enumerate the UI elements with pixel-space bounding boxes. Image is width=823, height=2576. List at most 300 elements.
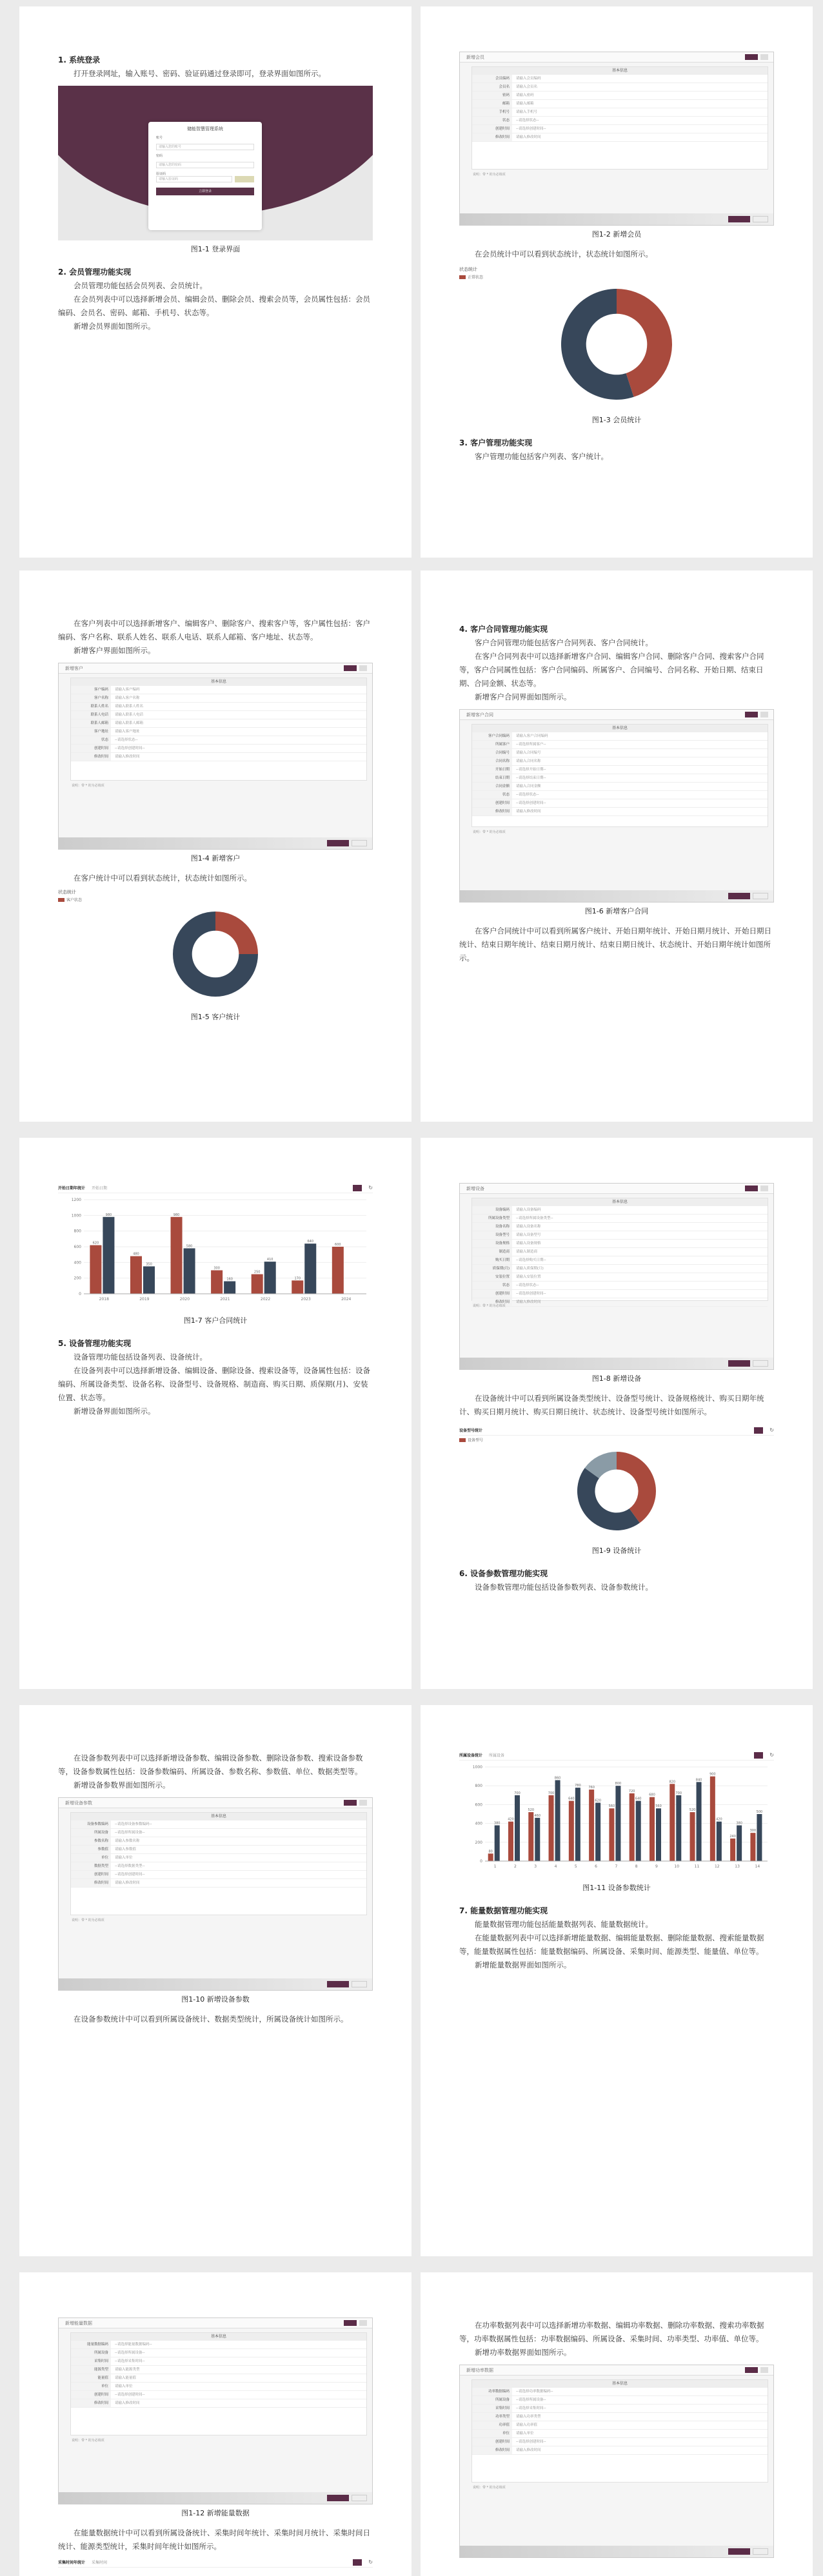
field-label: 创建时间 (472, 799, 512, 807)
bar (630, 1793, 635, 1861)
bar (737, 1826, 742, 1861)
field-label: 密码 (472, 92, 512, 99)
bar-value-label: 780 (575, 1784, 581, 1788)
field-input[interactable]: --请选择创建时间-- (115, 1873, 145, 1877)
y-tick-label: 200 (475, 1840, 482, 1845)
code-label: 验证码 (156, 172, 166, 176)
paragraph: 新增客户合同界面如图所示。 (475, 692, 571, 701)
field-input[interactable]: 请输入联系人姓名 (115, 705, 144, 708)
field-label: 功率数据编码 (472, 2388, 512, 2395)
legend-swatch (459, 275, 466, 279)
field-label: 客户编码 (71, 686, 111, 694)
form-row (472, 1273, 768, 1282)
form-row (472, 100, 768, 108)
section-heading: 4. 客户合同管理功能实现 (459, 625, 548, 634)
add-customer-form (58, 663, 373, 850)
field-label: 能源类型 (71, 2366, 111, 2374)
field-input[interactable]: --请选择状态-- (516, 119, 539, 122)
field-label: 功率值 (472, 2421, 512, 2429)
field-input[interactable]: 请输入修改时间 (115, 1881, 140, 1885)
field-input[interactable]: --请选择采集时间-- (516, 2406, 546, 2410)
figure-caption: 图1-5 客户统计 (190, 1013, 241, 1021)
bar-value-label: 700 (548, 1791, 555, 1795)
bar-value-label: 460 (534, 1813, 541, 1818)
cancel-button[interactable] (753, 2548, 768, 2555)
field-label: 状态 (472, 1282, 512, 1289)
bar (90, 1245, 101, 1294)
bar-value-label: 80 (488, 1849, 493, 1854)
paragraph: 在设备列表中可以选择新增设备、编辑设备、删除设备、搜索设备等，设备属性包括：设备编码、所属设备类型、设备名称、设备型号、设备规格、制造商、购买日期、质保期(月)、安装位置、状态等。 (58, 1366, 370, 1402)
field-input[interactable]: 请输入会员编码 (516, 77, 541, 81)
field-input[interactable]: 请输入密码 (516, 93, 534, 97)
field-input[interactable]: 请输入客户编码 (115, 688, 140, 692)
form-row (472, 75, 768, 83)
field-input[interactable]: --请选择创建时间-- (516, 2440, 546, 2444)
filter-label: 所属设备 (489, 1753, 505, 1758)
password-input[interactable]: 请输入您的密码 (156, 162, 254, 168)
save-button[interactable] (745, 1186, 758, 1191)
field-input[interactable]: --请选择所属客户-- (516, 743, 546, 746)
form-body (70, 1812, 367, 1915)
captcha-image[interactable] (235, 176, 254, 182)
form-row (472, 1223, 768, 1231)
bar-value-label: 300 (749, 1829, 757, 1833)
field-input[interactable]: 请输入参数值 (115, 1848, 137, 1851)
field-input[interactable]: 请输入功率值 (516, 2423, 538, 2427)
bar-value-label: 250 (253, 1270, 261, 1274)
field-input[interactable]: --请选择创建时间-- (516, 1292, 546, 1296)
form-row (71, 1846, 366, 1854)
form-row (71, 2366, 366, 2374)
cancel-button[interactable] (352, 2495, 367, 2501)
figure-caption: 图1-3 会员统计 (591, 416, 642, 424)
bar (595, 1802, 600, 1861)
refresh-icon[interactable]: ↻ (769, 1752, 774, 1758)
y-tick-label: 400 (74, 1260, 81, 1265)
field-label: 客户名称 (71, 694, 111, 702)
bar (656, 1808, 661, 1861)
field-label: 设备型号 (472, 1231, 512, 1239)
bar (569, 1801, 574, 1861)
paragraph: 在客户合同列表中可以选择新增客户合同、编辑客户合同、删除客户合同、搜索客户合同等，客户合同属性包括：客户合同编码、所属客户、合同编号、合同名称、开始日期、结束日期、合同金额、状态等。 (459, 652, 764, 688)
form-row (472, 799, 768, 808)
field-input[interactable]: --请选择所属设备类型-- (516, 1216, 553, 1220)
bar (589, 1790, 594, 1861)
field-input[interactable]: 请输入单位 (115, 2385, 133, 2388)
doc-page-9 (19, 2272, 411, 2576)
legend-label: 设备型号 (468, 1438, 484, 1443)
field-input[interactable]: --请选择所属设备-- (115, 1831, 145, 1835)
close-button[interactable] (760, 54, 768, 60)
chart-legend (459, 274, 774, 280)
bar (495, 1826, 500, 1861)
figure-caption: 图1-12 新增能量数据 (181, 2509, 250, 2517)
form-row (71, 719, 366, 728)
bar (697, 1782, 702, 1861)
field-input[interactable]: 请输入修改时间 (115, 2401, 140, 2405)
y-tick-label: 800 (475, 1784, 482, 1789)
field-label: 修改时间 (472, 133, 512, 141)
figure-caption: 图1-2 新增会员 (591, 230, 642, 239)
paragraph: 在会员列表中可以选择新增会员、编辑会员、删除会员、搜索会员等，会员属性包括：会员编码、会员名、密码、邮箱、手机号、状态等。 (58, 295, 370, 317)
field-label: 邮箱 (472, 100, 512, 108)
form-section-title: 基本信息 (472, 1198, 768, 1206)
field-input[interactable]: 请输入联系人邮箱 (115, 721, 144, 725)
field-label: 客户合同编码 (472, 732, 512, 740)
field-label: 设备参数编码 (71, 1820, 111, 1828)
bar (555, 1780, 560, 1861)
form-row (71, 2383, 366, 2391)
figure-caption: 图1-1 登录界面 (190, 245, 241, 253)
field-input[interactable]: 请输入能量值 (115, 2376, 137, 2380)
form-footer (460, 890, 773, 902)
form-row (71, 753, 366, 761)
figure-caption: 图1-8 新增设备 (591, 1374, 642, 1383)
submit-button[interactable] (728, 1360, 750, 1367)
field-input[interactable]: 请输入客户地址 (115, 730, 140, 734)
bar-value-label: 840 (695, 1778, 702, 1782)
field-input[interactable]: 请输入能源类型 (115, 2368, 140, 2372)
form-row (71, 2374, 366, 2383)
field-input[interactable]: --请选择结束日期-- (516, 776, 546, 780)
form-footer (59, 837, 372, 849)
stats-filter-bar (459, 1425, 774, 1436)
figure-caption: 图1-9 设备统计 (591, 1547, 642, 1555)
form-row (71, 2349, 366, 2357)
bar-value-label: 860 (554, 1776, 561, 1781)
form-row (71, 686, 366, 694)
form-row (472, 117, 768, 125)
x-tick-label: 2021 (220, 1297, 230, 1302)
field-input[interactable]: 请输入合同名称 (516, 759, 541, 763)
field-input[interactable]: 请输入合同编号 (516, 751, 541, 755)
search-button[interactable] (353, 1185, 362, 1191)
bar (649, 1797, 655, 1861)
add-energy-form (58, 2317, 373, 2504)
bar-value-label: 350 (146, 1262, 152, 1267)
form-row (472, 1248, 768, 1256)
form-row (71, 745, 366, 753)
field-input[interactable]: 请输入会员名 (516, 85, 538, 89)
field-input[interactable]: --请选择设备参数编码-- (115, 1822, 152, 1826)
form-row (472, 791, 768, 799)
bar-value-label: 700 (514, 1791, 521, 1795)
donut-chart (459, 280, 774, 409)
cancel-button[interactable] (352, 840, 367, 846)
form-footer (460, 2546, 773, 2557)
paragraph: 打开登录网址，输入账号、密码、验证码通过登录即可，登录界面如图所示。 (74, 69, 326, 78)
doc-page-6 (421, 1138, 813, 1689)
bar-value-label: 640 (307, 1240, 314, 1244)
field-input[interactable]: --请选择状态-- (516, 793, 539, 797)
bar-value-label: 560 (655, 1804, 662, 1809)
bar (690, 1812, 695, 1861)
form-note: 说明：带 * 的为必填项 (72, 1918, 104, 1922)
submit-button[interactable] (327, 1981, 349, 1987)
form-note: 说明：带 * 的为必填项 (473, 2486, 506, 2490)
field-input[interactable]: --请选择创建时间-- (516, 127, 546, 131)
x-tick-label: 5 (574, 1864, 577, 1869)
field-input[interactable]: 请输入修改时间 (516, 2448, 541, 2452)
bar (528, 1812, 533, 1861)
field-input[interactable]: 请输入修改时间 (115, 755, 140, 759)
form-row (472, 1298, 768, 1307)
form-toolbar (460, 710, 773, 720)
field-label: 单位 (71, 2383, 111, 2390)
field-input[interactable]: --请选择功率数据编码-- (516, 2390, 553, 2394)
doc-page-2 (421, 6, 813, 558)
form-footer (460, 213, 773, 225)
form-row (71, 703, 366, 711)
save-button[interactable] (745, 2367, 758, 2373)
field-input[interactable]: 请输入邮箱 (516, 102, 534, 106)
bar (252, 1274, 263, 1294)
paragraph: 新增会员界面如图所示。 (74, 322, 155, 331)
field-input[interactable]: 请输入客户名称 (115, 696, 140, 700)
field-label: 采集时间 (71, 2357, 111, 2365)
field-label: 修改时间 (71, 2399, 111, 2407)
bar-value-label: 700 (675, 1791, 682, 1795)
cancel-button[interactable] (753, 1360, 768, 1367)
form-row (472, 783, 768, 791)
save-button[interactable] (344, 665, 357, 671)
y-tick-label: 1200 (71, 1198, 81, 1202)
save-button[interactable] (745, 54, 758, 60)
cancel-button[interactable] (753, 893, 768, 899)
bar-value-label: 500 (756, 1810, 763, 1814)
login-box (148, 122, 262, 230)
form-row (71, 1879, 366, 1888)
bar (184, 1248, 195, 1294)
bar (757, 1814, 762, 1861)
bar (615, 1786, 620, 1861)
x-tick-label: 2019 (139, 1297, 150, 1302)
field-label: 所属客户 (472, 741, 512, 748)
field-input[interactable]: 请输入手机号 (516, 110, 538, 114)
bar (636, 1801, 641, 1861)
field-input[interactable]: --请选择购买日期-- (516, 1258, 546, 1262)
bar (609, 1808, 614, 1861)
field-input[interactable]: --请选择创建时间-- (115, 2393, 145, 2397)
field-input[interactable]: --请选择创建时间-- (516, 801, 546, 805)
save-button[interactable] (344, 1800, 357, 1806)
submit-button[interactable] (728, 216, 750, 222)
field-input[interactable]: 请输入设备编码 (516, 1208, 541, 1212)
refresh-icon[interactable]: ↻ (769, 1427, 774, 1433)
field-label: 创建时间 (71, 745, 111, 752)
field-input[interactable]: --请选择创建时间-- (115, 746, 145, 750)
save-button[interactable] (344, 2320, 357, 2326)
doc-page-1 (19, 6, 411, 558)
form-body (70, 678, 367, 781)
figure-caption: 图1-11 设备参数统计 (582, 1884, 651, 1892)
refresh-icon[interactable]: ↻ (368, 1185, 373, 1191)
submit-button[interactable] (327, 2495, 349, 2501)
bar (304, 1244, 316, 1294)
paragraph: 在设备参数列表中可以选择新增设备参数、编辑设备参数、删除设备参数、搜索设备参数等，设备参数属性包括：设备参数编码、所属设备、参数名称、参数值、单位、数据类型等。 (58, 1753, 363, 1776)
field-label: 所属设备 (472, 2396, 512, 2404)
field-input[interactable]: 请输入单位 (115, 1856, 133, 1860)
form-title: 新增客户合同 (466, 712, 493, 717)
form-body (471, 1198, 768, 1304)
field-input[interactable]: --请选择所属设备-- (516, 2398, 546, 2402)
field-input[interactable]: --请选择数据类型-- (115, 1864, 145, 1868)
section-heading: 5. 设备管理功能实现 (58, 1339, 132, 1348)
login-screenshot (58, 86, 373, 240)
field-input[interactable]: 请输入制造商 (516, 1250, 538, 1254)
field-input[interactable]: --请选择状态-- (115, 738, 138, 742)
submit-button[interactable] (728, 893, 750, 899)
bar (103, 1217, 114, 1294)
field-label: 状态 (472, 791, 512, 799)
field-label: 修改时间 (472, 2446, 512, 2454)
submit-button[interactable] (327, 840, 349, 846)
search-button[interactable] (754, 1752, 763, 1759)
bar (130, 1256, 142, 1294)
bar (488, 1853, 493, 1861)
field-input[interactable]: 请输入功率类型 (516, 2415, 541, 2419)
field-label: 设备名称 (472, 1223, 512, 1231)
bar-value-label: 600 (335, 1243, 341, 1247)
close-button[interactable] (359, 665, 367, 671)
refresh-icon[interactable]: ↻ (368, 2559, 373, 2565)
form-body (471, 2379, 768, 2483)
donut-chart (459, 1443, 774, 1539)
field-input[interactable]: 请输入合同金额 (516, 785, 541, 788)
cancel-button[interactable] (352, 1981, 367, 1987)
field-input[interactable]: --请选择状态-- (516, 1283, 539, 1287)
doc-page-8 (421, 1705, 813, 2256)
field-input[interactable]: 请输入联系人电话 (115, 713, 144, 717)
field-label: 数据类型 (71, 1862, 111, 1870)
field-label: 购买日期 (472, 1256, 512, 1264)
form-row (472, 1290, 768, 1298)
field-label: 修改时间 (71, 1879, 111, 1887)
field-input[interactable]: --请选择采集时间-- (115, 2359, 145, 2363)
field-input[interactable]: 请输入设备规格 (516, 1242, 541, 1245)
user-input[interactable]: 请输入您的账号 (156, 144, 254, 150)
paragraph: 新增能量数据界面如图所示。 (475, 1960, 571, 1969)
field-label: 修改时间 (472, 1298, 512, 1306)
y-tick-label: 600 (475, 1802, 482, 1808)
form-row (472, 133, 768, 142)
field-input[interactable]: 请输入单位 (516, 2432, 534, 2435)
bar (332, 1247, 344, 1294)
filter-label: 采集时间 (92, 2561, 108, 2565)
close-button[interactable] (760, 1186, 768, 1191)
x-tick-label: 2018 (99, 1297, 109, 1302)
y-tick-label: 1000 (71, 1213, 81, 1218)
form-section-title: 基本信息 (472, 2380, 768, 2388)
field-input[interactable]: --请选择所属设备-- (115, 2351, 145, 2355)
login-button[interactable]: 立即登录 (156, 188, 254, 195)
form-row (472, 125, 768, 133)
close-button[interactable] (760, 2367, 768, 2373)
field-label: 参数值 (71, 1846, 111, 1853)
form-row (472, 92, 768, 100)
bar-value-label: 240 (729, 1834, 736, 1839)
field-label: 手机号 (472, 108, 512, 116)
form-row (472, 1215, 768, 1223)
bar-value-label: 680 (649, 1793, 655, 1797)
y-tick-label: 0 (480, 1859, 482, 1864)
section-heading: 3. 客户管理功能实现 (459, 438, 533, 447)
bar (575, 1788, 580, 1861)
cancel-button[interactable] (753, 216, 768, 222)
field-input[interactable]: 请输入修改时间 (516, 135, 541, 139)
field-label: 客户地址 (71, 728, 111, 736)
x-tick-label: 6 (595, 1864, 597, 1869)
bar (515, 1795, 520, 1861)
field-input[interactable]: 请输入修改时间 (516, 810, 541, 814)
field-input[interactable]: 请输入参数名称 (115, 1839, 140, 1843)
field-input[interactable]: 请输入设备型号 (516, 1233, 541, 1237)
search-button[interactable] (353, 2559, 362, 2566)
field-input[interactable]: 请输入修改时间 (516, 1300, 541, 1304)
field-input[interactable]: 请输入安装位置 (516, 1275, 541, 1279)
field-input[interactable]: 请输入设备名称 (516, 1225, 541, 1229)
form-row (71, 736, 366, 745)
field-label: 合同编号 (472, 749, 512, 757)
field-label: 参数名称 (71, 1837, 111, 1845)
field-label: 会员名 (472, 83, 512, 91)
y-tick-label: 600 (74, 1245, 81, 1249)
form-note: 说明：带 * 的为必填项 (473, 1304, 506, 1308)
code-input[interactable]: 请输入验证码 (156, 176, 232, 182)
form-row (472, 2388, 768, 2396)
bar (549, 1795, 554, 1861)
form-row (71, 1862, 366, 1871)
bar (508, 1822, 513, 1861)
field-label: 修改时间 (71, 753, 111, 761)
field-label: 制造商 (472, 1248, 512, 1256)
doc-page-3 (19, 571, 411, 1122)
x-tick-label: 11 (694, 1864, 700, 1869)
field-input[interactable]: --请选择能量数据编码-- (115, 2343, 152, 2347)
bar-value-label: 580 (186, 1244, 193, 1249)
close-button[interactable] (760, 712, 768, 717)
field-label: 状态 (71, 736, 111, 744)
bar-value-label: 620 (92, 1241, 99, 1245)
field-input[interactable]: 请输入客户合同编码 (516, 734, 548, 738)
bar-value-label: 800 (615, 1782, 622, 1786)
close-button[interactable] (359, 1800, 367, 1806)
chart-legend (459, 1437, 774, 1443)
add-param-form (58, 1797, 373, 1991)
filter-label: 开始日期 (92, 1186, 108, 1191)
field-input[interactable]: 请输入质保期(月) (516, 1267, 544, 1271)
field-input[interactable]: --请选择开始日期-- (516, 768, 546, 772)
form-row (472, 2430, 768, 2438)
field-label: 会员编码 (472, 75, 512, 83)
paragraph: 在设备参数统计中可以看到所属设备统计、数据类型统计，所属设备统计如图所示。 (74, 2015, 348, 2024)
bar-value-label: 300 (213, 1266, 220, 1271)
bar-value-label: 620 (595, 1799, 601, 1803)
save-button[interactable] (745, 712, 758, 717)
password-label: 密码 (156, 154, 163, 158)
form-row (472, 808, 768, 816)
submit-button[interactable] (728, 2548, 750, 2555)
search-button[interactable] (754, 1427, 763, 1434)
close-button[interactable] (359, 2320, 367, 2326)
legend-label: 客户状态 (66, 898, 83, 903)
field-label: 合同金额 (472, 783, 512, 790)
form-title: 新增功率数据 (466, 2368, 493, 2373)
form-row (71, 1820, 366, 1829)
y-tick-label: 200 (74, 1276, 81, 1281)
bar-value-label: 480 (133, 1252, 139, 1256)
bar (730, 1839, 735, 1861)
